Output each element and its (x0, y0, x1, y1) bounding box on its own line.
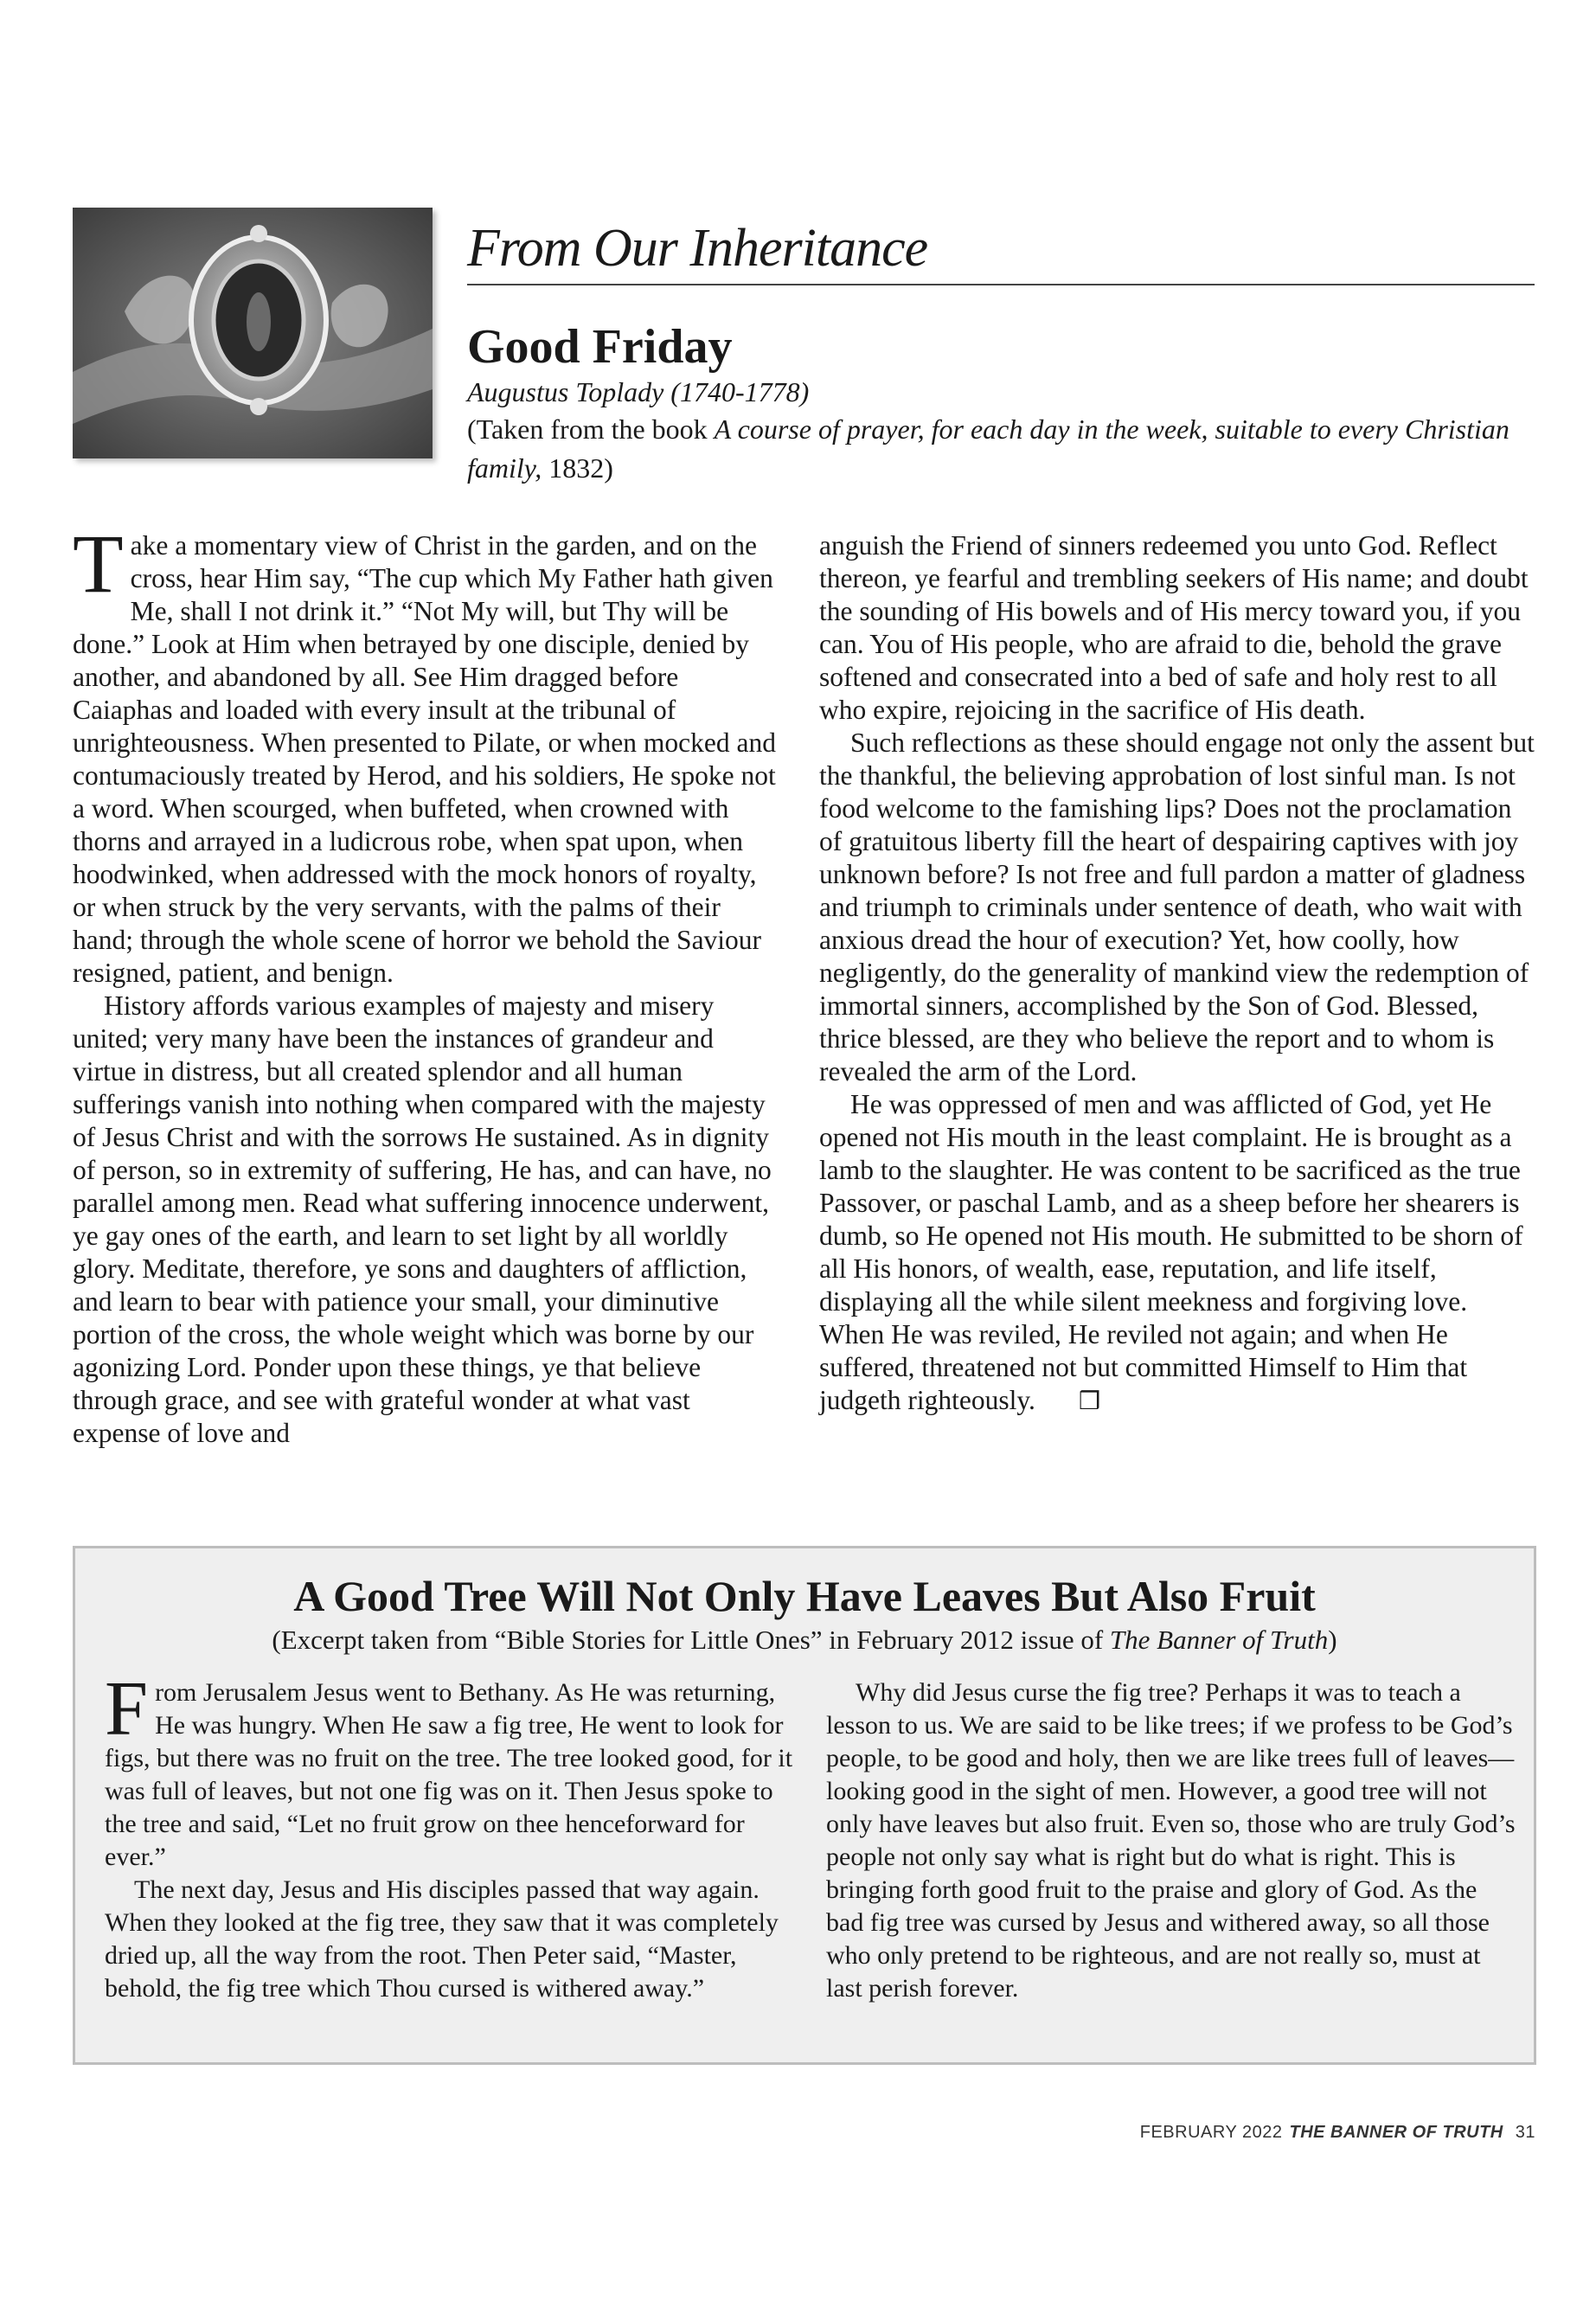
box-column-right (826, 1676, 1518, 2005)
subtitle-suffix: ) (1328, 1625, 1337, 1655)
article-paragraph (819, 1088, 1537, 1418)
box-paragraph: Why did Jesus curse the fig tree? Perhaps it was to teach a lesson to us. We are said to be like trees; if we profess to be God’s people, to be good and holy, then we are like trees full of leaves—looking good in the sight of men. However, a good tree will not only have leaves but also fruit. Even so, those who are truly God’s people not only say what is right but do what is right. This is bringing forth good fruit to the praise and glory of God. As the bad fig tree was cursed by Jesus and withered away, so all those who only pretend to be righteous, and are not really so, must at last perish forever. (826, 1678, 1516, 2003)
box-column-left (105, 1666, 797, 2005)
footer-publication: THE BANNER OF TRUTH (1289, 2123, 1503, 2142)
subtitle-prefix: (Excerpt taken from “Bible Stories for Little Ones” in February 2012 issue of (272, 1625, 1110, 1655)
ring-image (73, 208, 433, 458)
article-paragraph: Such reflections as these should engage not only the assent but the thankful, the believing approbation of lost sinful man. Is not food welcome to the famishing lips? Does not the proclamation of gratuitous liberty fill the heart of despairing captives with joy unknown before? Is not free and full pardon a matter of gladness and triumph to criminals under sentence of death, who wait with anxious dread the hour of execution? Yet, how coolly, how negligently, do the generality of mankind view the redemption of immortal sinners, accomplished by the Son of God. Blessed, thrice blessed, are they who believe the report and to whom is revealed the arm of the Lord. (819, 727, 1535, 1086)
article-paragraph: anguish the Friend of sinners redeemed you unto God. Reflect thereon, ye fearful and trembling seekers of His name; and doubt the sounding of His bowels and of His mercy toward you, if you can. You of His people, who are afraid to die, behold the grave softened and consecrated into a bed of safe and holy rest to all who expire, rejoicing in the sacrifice of His death. (819, 530, 1529, 725)
article-author: Augustus Toplady (1740-1778) (467, 376, 810, 407)
box-paragraph (105, 1666, 797, 1874)
source-prefix: (Taken from the book (467, 413, 715, 445)
footer-date: FEBRUARY 2022 (1139, 2123, 1283, 2142)
box-subtitle (75, 1623, 1534, 1657)
box-paragraph: The next day, Jesus and His disciples passed that way again. When they looked at the fig tree, they saw that it was completely dried up, all the way from the root. Then Peter said, “Master, behold, the fig tree which Thou cursed is withered away.” (105, 1875, 779, 2003)
drop-cap: F (105, 1666, 149, 1752)
end-mark-icon: ❒ (1078, 1387, 1101, 1415)
source-book: A course of prayer, for each day in the week, suitable to every Christian family, (467, 413, 1509, 484)
box-title: A Good Tree Will Not Only Have Leaves But Also Fruit (293, 1572, 1316, 1620)
page-footer (1140, 2123, 1535, 2143)
article-paragraph (73, 517, 779, 990)
article-source (467, 410, 1540, 488)
paragraph-text: ake a momentary view of Christ in the garden, and on the cross, hear Him say, “The cup which My Father hath given Me, shall I not drink it.” “Not My will, but Thy will be done.” Look at Him when betrayed by one disciple, denied by another, and abandoned by all. See Him dragged before Caiaphas and loaded with every insult at the tribunal of unrighteousness. When presented to Pilate, or when mocked and contumaciously treated by Herod, and his soldiers, He spoke not a word. When scourged, when buffeted, when crowned with thorns and arrayed in a ludicrous robe, when spat upon, when hoodwinked, when addressed with the mock honors of royalty, or when struck by the very servants, with the palms of their hand; through the whole scene of horror we behold the Saviour resigned, patient, and benign. (73, 530, 776, 988)
paragraph-text: He was oppressed of men and was afflicted of God, yet He opened not His mouth in the least complaint. He is brought as a lamb to the slaughter. He was content to be sacrificed as the true Passover, or paschal Lamb, and as a sheep before her shearers is dumb, so He opened not His mouth. He submitted to be shorn of all His honors, of wealth, ease, reputation, and life itself, displaying all the while silent meekness and forgiving love. When He was reviled, He reviled not again; and when He suffered, threatened not but committed Himself to Him that judgeth righteously. (819, 1089, 1523, 1415)
article-title: Good Friday (467, 320, 733, 374)
article-column-right (819, 529, 1537, 1418)
drop-cap: T (73, 517, 124, 610)
page-number: 31 (1515, 2123, 1535, 2142)
section-title: From Our Inheritance (467, 215, 1535, 285)
article-column-left (73, 517, 779, 1450)
article-paragraph: History affords various examples of majesty and misery united; very many have been the instances of grandeur and virtue in distress, but all created splendor and all human sufferings vanish into nothing when compared with the majesty of Jesus Christ and with the sorrows He sustained. As in dignity of person, so in extremity of suffering, He has, and can have, no parallel among men. Read what suffering innocence underwent, ye gay ones of the earth, and learn to set light by all worldly glory. Meditate, therefore, ye sons and daughters of affliction, and learn to bear with patience your small, your diminutive portion of the cross, the whole weight which was borne by our agonizing Lord. Ponder upon these things, ye that believe through grace, and see with grateful wonder at what vast expense of love and (73, 990, 772, 1448)
subtitle-publication: The Banner of Truth (1109, 1625, 1329, 1655)
sidebar-box (73, 1546, 1536, 2065)
seal-ring-photo (73, 208, 433, 458)
paragraph-text: rom Jerusalem Jesus went to Bethany. As He was returning, He was hungry. When He saw a fig tree, He went to look for figs, but there was no fruit on the tree. The tree looked good, for it was full of leaves, but not one fig was on it. Then Jesus spoke to the tree and said, “Let no fruit grow on thee henceforward for ever.” (105, 1678, 793, 1871)
source-suffix: 1832) (542, 452, 613, 484)
